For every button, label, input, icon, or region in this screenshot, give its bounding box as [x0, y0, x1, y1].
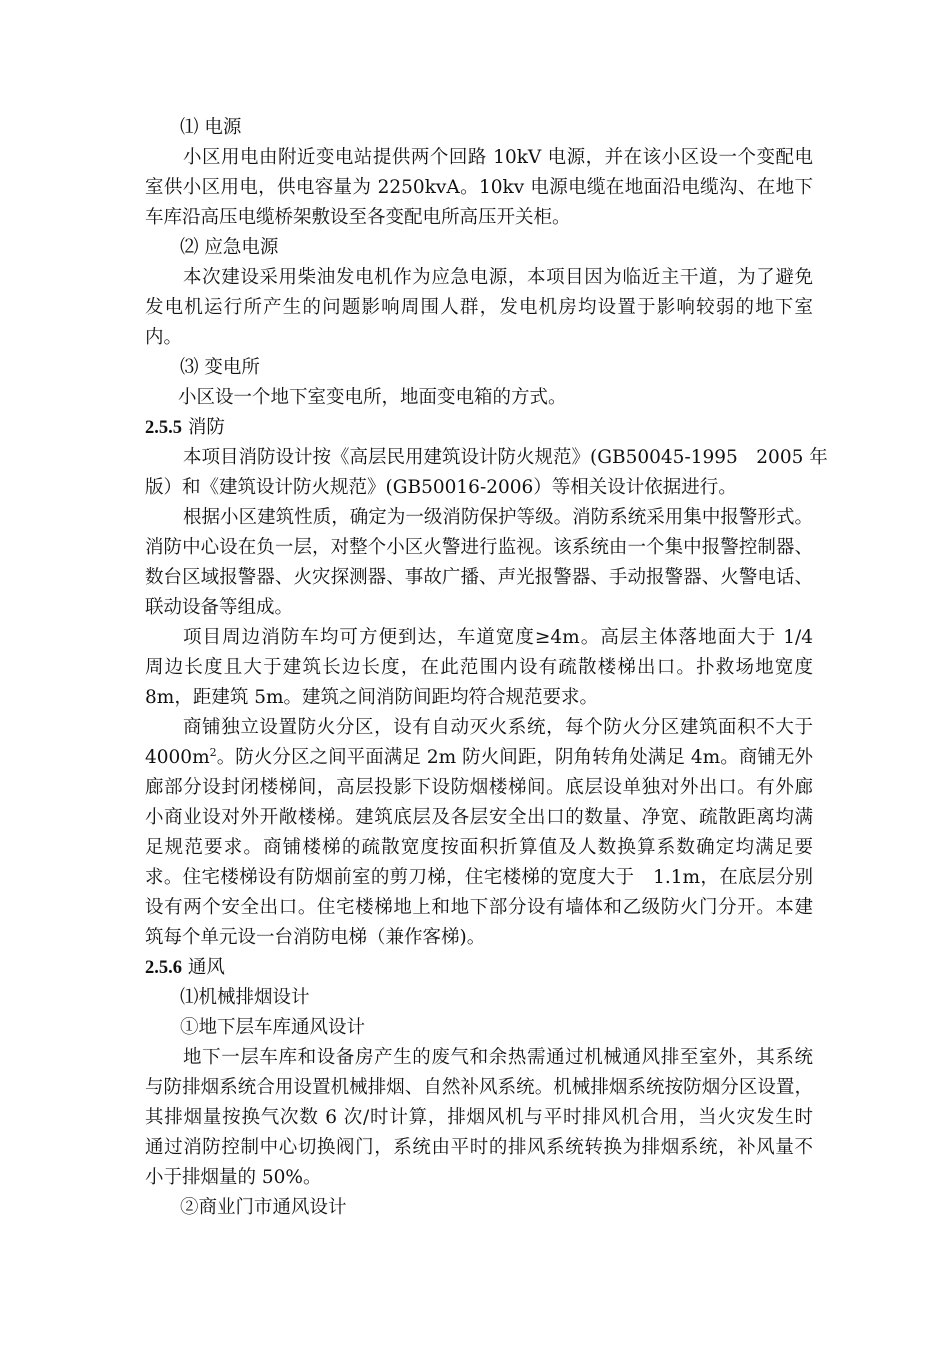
- paragraph-line: [145, 743, 813, 773]
- section-heading-substation: ⑶ 变电所: [180, 357, 260, 378]
- paragraph-line: 内。: [145, 327, 183, 348]
- paragraph-line: 联动设备等组成。: [145, 597, 294, 618]
- paragraph-line: 本项目消防设计按《高层民用建筑设计防火规范》(GB50045-1995 2005 年: [183, 447, 828, 468]
- paragraph-line: 廊部分设封闭楼梯间，高层投影下设防烟楼梯间。底层设单独对外出口。有外廊: [145, 777, 813, 798]
- paragraph-line: 发电机运行所产生的问题影响周围人群，发电机房均设置于影响较弱的地下室: [145, 297, 813, 318]
- paragraph-line: 地下一层车库和设备房产生的废气和余热需通过机械通风排至室外，其系统: [183, 1047, 813, 1068]
- paragraph-line: 车库沿高压电缆桥架敷设至各变配电所高压开关柜。: [145, 207, 571, 228]
- subsection-heading: ⑴机械排烟设计: [180, 987, 310, 1008]
- paragraph-line: 根据小区建筑性质，确定为一级消防保护等级。消防系统采用集中报警形式。: [183, 507, 813, 528]
- paragraph-line: 小区设一个地下室变电所，地面变电箱的方式。: [178, 387, 567, 408]
- paragraph-line: 版）和《建筑设计防火规范》(GB50016-2006）等相关设计依据进行。: [145, 477, 737, 498]
- paragraph-line: 8m，距建筑 5m。建筑之间消防间距均符合规范要求。: [145, 687, 599, 708]
- section-number: 2.5.5: [145, 418, 182, 438]
- section-number: 2.5.6: [145, 958, 182, 978]
- paragraph-line: 筑每个单元设一台消防电梯（兼作客梯)。: [145, 927, 486, 948]
- section-heading-fire: [145, 413, 813, 443]
- paragraph-line: 商铺独立设置防火分区，设有自动灭火系统，每个防火分区建筑面积不大于: [183, 717, 813, 738]
- paragraph-line: 小商业设对外开敞楼梯。建筑底层及各层安全出口的数量、净宽、疏散距离均满: [145, 807, 813, 828]
- section-heading-power: ⑴ 电源: [180, 117, 242, 138]
- paragraph-line: 设有两个安全出口。住宅楼梯地上和地下部分设有墙体和乙级防火门分开。本建: [145, 897, 813, 918]
- paragraph-line: 求。住宅楼梯设有防烟前室的剪刀梯，住宅楼梯的宽度大于 1.1m，在底层分别: [145, 867, 813, 888]
- paragraph-line: 本次建设采用柴油发电机作为应急电源，本项目因为临近主干道，为了避免: [183, 267, 813, 288]
- paragraph-line: 数台区域报警器、火灾探测器、事故广播、声光报警器、手动报警器、火警电话、: [145, 567, 813, 588]
- paragraph-line: 与防排烟系统合用设置机械排烟、自然补风系统。机械排烟系统按防烟分区设置，: [145, 1077, 813, 1098]
- paragraph-line: 周边长度且大于建筑长边长度，在此范围内设有疏散楼梯出口。扑救场地宽度: [145, 657, 813, 678]
- paragraph-line: 消防中心设在负一层，对整个小区火警进行监视。该系统由一个集中报警控制器、: [145, 537, 813, 558]
- paragraph-line: 其排烟量按换气次数 6 次/时计算，排烟风机与平时排风机合用，当火灾发生时: [145, 1107, 813, 1128]
- paragraph-line: 小区用电由附近变电站提供两个回路 10kV 电源，并在该小区设一个变配电: [183, 147, 813, 168]
- line-text: 。防火分区之间平面满足 2m 防火间距，阴角转角处满足 4m。商铺无外: [216, 747, 813, 768]
- section-title: 消防: [187, 417, 225, 438]
- paragraph-line: 通过消防控制中心切换阀门，系统由平时的排风系统转换为排烟系统，补风量不: [145, 1137, 813, 1158]
- area-value: 4000m: [145, 747, 210, 768]
- subsection-heading: ②商业门市通风设计: [180, 1197, 347, 1218]
- section-heading-ventilation: [145, 953, 813, 983]
- paragraph-line: 足规范要求。商铺楼梯的疏散宽度按面积折算值及人数换算系数确定均满足要: [145, 837, 813, 858]
- paragraph-line: 小于排烟量的 50%。: [145, 1167, 322, 1188]
- section-heading-emergency: ⑵ 应急电源: [180, 237, 279, 258]
- section-title: 通风: [187, 957, 225, 978]
- paragraph-line: 室供小区用电，供电容量为 2250kvA。10kv 电源电缆在地面沿电缆沟、在地下: [145, 177, 813, 198]
- subsection-heading: ①地下层车库通风设计: [180, 1017, 366, 1038]
- superscript: 2: [209, 746, 217, 759]
- paragraph-line: 项目周边消防车均可方便到达，车道宽度≥4m。高层主体落地面大于 1/4: [183, 627, 813, 648]
